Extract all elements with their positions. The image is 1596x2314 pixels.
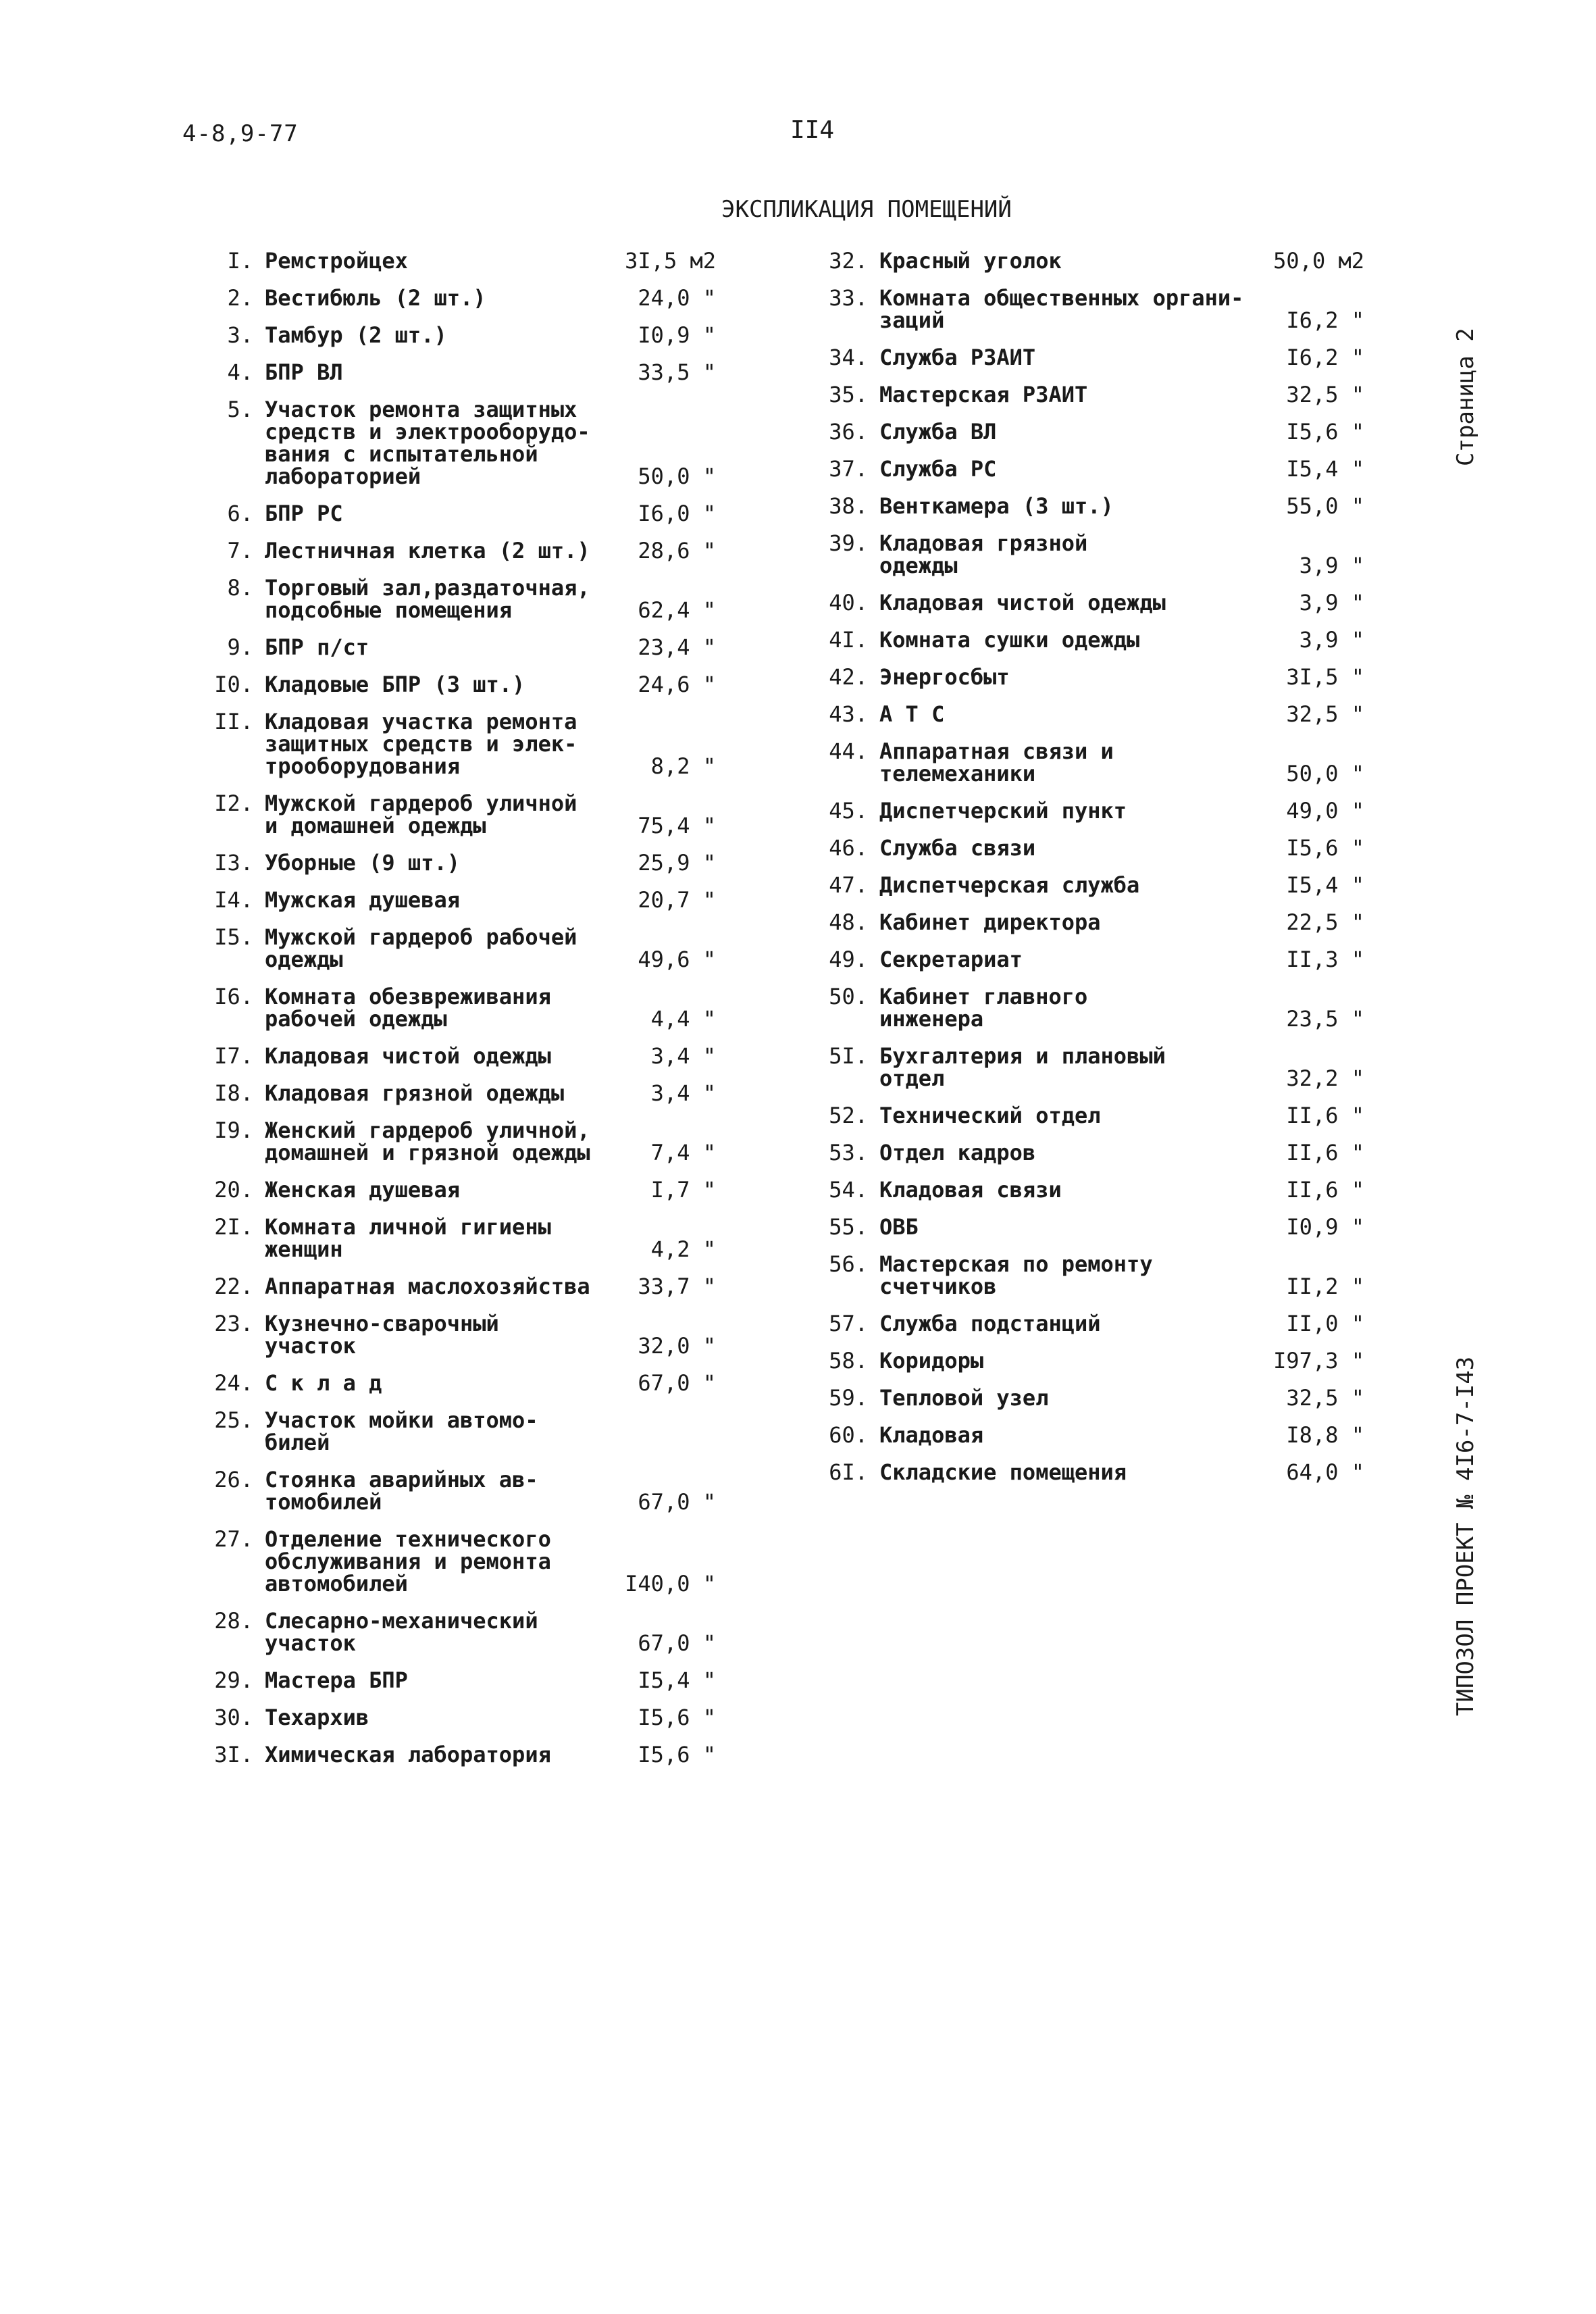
room-number: 40.: [829, 590, 868, 615]
room-name: Кузнечно-сварочный участок: [265, 1311, 499, 1359]
room-number: 23.: [214, 1311, 253, 1336]
room-number: I3.: [214, 850, 253, 876]
room-name: Отделение технического обслуживания и ремонта автомобилей: [265, 1526, 551, 1596]
room-number: I0.: [214, 672, 253, 697]
room-row: [189, 577, 716, 622]
room-number: 38.: [829, 493, 868, 519]
room-name: ОВБ: [879, 1214, 919, 1240]
room-area: 75,4 ": [638, 813, 716, 838]
room-row: [804, 800, 1398, 822]
room-number: 7.: [227, 538, 253, 563]
room-area: 3I,5 м2: [625, 248, 716, 274]
room-row: [804, 740, 1398, 785]
room-area: 62,4 ": [638, 597, 716, 623]
room-number: 39.: [829, 530, 868, 556]
room-row: [189, 674, 716, 696]
room-row: [804, 495, 1398, 518]
room-row: [804, 384, 1398, 406]
room-area: 3,4 ": [650, 1043, 716, 1069]
room-area: 4,4 ": [650, 1006, 716, 1032]
side-page-label: Страница 2: [1452, 328, 1479, 466]
room-number: I8.: [214, 1080, 253, 1106]
room-row: [189, 1216, 716, 1261]
room-number: I6.: [214, 984, 253, 1009]
room-area: 32,5 ": [1286, 382, 1364, 407]
room-row: [189, 636, 716, 659]
room-number: 6.: [227, 501, 253, 526]
room-name: Уборные (9 шт.): [265, 850, 460, 876]
room-number: 20.: [214, 1177, 253, 1203]
room-row: [804, 911, 1398, 934]
room-name: Кладовые БПР (3 шт.): [265, 672, 525, 697]
room-row: [189, 926, 716, 971]
room-area: I5,4 ": [1286, 456, 1364, 482]
room-name: Кладовая чистой одежды: [879, 590, 1166, 615]
room-row: [804, 837, 1398, 859]
room-area: 67,0 ": [638, 1630, 716, 1656]
room-name: Женская душевая: [265, 1177, 460, 1203]
room-row: [804, 1179, 1398, 1201]
room-name: Женский гардероб уличной, домашней и грязной одежды: [265, 1117, 590, 1165]
room-row: [189, 250, 716, 272]
room-name: Тепловой узел: [879, 1385, 1049, 1411]
room-area: 33,7 ": [638, 1274, 716, 1299]
room-number: 48.: [829, 909, 868, 935]
room-number: 45.: [829, 798, 868, 824]
room-area: I6,2 ": [1286, 307, 1364, 333]
room-name: Ремстройцех: [265, 248, 408, 274]
room-name: БПР п/ст: [265, 634, 369, 660]
room-number: 57.: [829, 1311, 868, 1336]
room-name: Диспетчерский пункт: [879, 798, 1127, 824]
room-area: 23,4 ": [638, 634, 716, 660]
room-area: 3,4 ": [650, 1080, 716, 1106]
room-row: [804, 1142, 1398, 1164]
side-project-label: ТИПОЗОЛ ПРОЕКТ № 4I6-7-I43: [1452, 1356, 1479, 1716]
room-number: 28.: [214, 1608, 253, 1634]
room-number: I2.: [214, 790, 253, 816]
room-row: [189, 711, 716, 778]
room-row: [804, 287, 1398, 332]
room-number: 60.: [829, 1422, 868, 1448]
room-row: [804, 1461, 1398, 1484]
room-number: 6I.: [829, 1459, 868, 1485]
room-number: 32.: [829, 248, 868, 274]
room-row: [189, 1372, 716, 1394]
room-row: [189, 1669, 716, 1692]
room-number: 34.: [829, 345, 868, 370]
room-row: [804, 1350, 1398, 1372]
room-number: 49.: [829, 947, 868, 972]
room-name: Технический отдел: [879, 1103, 1101, 1128]
room-number: 2.: [227, 285, 253, 311]
room-number: 22.: [214, 1274, 253, 1299]
room-area: I5,6 ": [1286, 419, 1364, 445]
room-row: [804, 703, 1398, 726]
room-row: [804, 532, 1398, 577]
room-number: 2I.: [214, 1214, 253, 1240]
room-name: Тамбур (2 шт.): [265, 322, 447, 348]
room-area: I6,0 ": [638, 501, 716, 526]
room-number: I.: [227, 248, 253, 274]
room-row: [189, 1610, 716, 1655]
room-number: 43.: [829, 701, 868, 727]
room-name: Участок мойки автомо- билей: [265, 1407, 538, 1455]
room-area: 55,0 ": [1286, 493, 1364, 519]
room-name: Служба ВЛ: [879, 419, 997, 445]
room-row: [804, 1253, 1398, 1298]
room-name: Кабинет главного инженера: [879, 984, 1088, 1032]
room-name: Мужской гардероб рабочей одежды: [265, 924, 577, 972]
room-row: [189, 1179, 716, 1201]
room-name: Складские помещения: [879, 1459, 1127, 1485]
room-name: Мастерская РЗАИТ: [879, 382, 1088, 407]
room-row: [804, 250, 1398, 272]
room-name: Служба подстанций: [879, 1311, 1101, 1336]
room-number: 36.: [829, 419, 868, 445]
room-area: 33,5 ": [638, 359, 716, 385]
room-name: Кладовая чистой одежды: [265, 1043, 551, 1069]
room-name: Диспетчерская служба: [879, 872, 1140, 898]
room-name: Кладовая грязной одежды: [265, 1080, 565, 1106]
room-row: [189, 1045, 716, 1067]
room-area: 67,0 ": [638, 1370, 716, 1396]
room-area: I0,9 ": [1286, 1214, 1364, 1240]
document-title: ЭКСПЛИКАЦИЯ ПОМЕЩЕНИЙ: [721, 196, 1012, 223]
room-area: 3,9 ": [1299, 553, 1364, 578]
room-number: 59.: [829, 1385, 868, 1411]
room-area: I5,6 ": [638, 1705, 716, 1730]
room-area: 49,0 ": [1286, 798, 1364, 824]
room-number: I5.: [214, 924, 253, 950]
room-row: [189, 1117, 716, 1165]
document-code: 4-8,9-77: [182, 120, 299, 147]
room-area: 32,2 ": [1286, 1065, 1364, 1091]
room-name: Энергосбыт: [879, 664, 1010, 690]
room-number: 4.: [227, 359, 253, 385]
room-name: Кладовая участка ремонта защитных средств и элек- трооборудования: [265, 709, 577, 779]
room-name: Коридоры: [879, 1348, 984, 1374]
room-row: [804, 1387, 1398, 1409]
room-number: 24.: [214, 1370, 253, 1396]
room-area: I6,2 ": [1286, 345, 1364, 370]
room-name: Торговый зал,раздаточная, подсобные помещения: [265, 575, 590, 623]
rooms-list-left: [189, 250, 716, 1781]
room-area: 4,2 ": [650, 1236, 716, 1262]
room-row: [804, 592, 1398, 614]
room-area: 64,0 ": [1286, 1459, 1364, 1485]
room-name: Аппаратная маслохозяйства: [265, 1274, 590, 1299]
room-name: Кладовая связи: [879, 1177, 1062, 1203]
room-number: 35.: [829, 382, 868, 407]
room-number: 5I.: [829, 1043, 868, 1069]
room-area: I5,6 ": [638, 1742, 716, 1767]
room-row: [189, 1707, 716, 1729]
room-number: II.: [214, 709, 253, 734]
room-name: Секретариат: [879, 947, 1023, 972]
room-row: [804, 629, 1398, 651]
room-area: I5,4 ": [638, 1667, 716, 1693]
room-area: I5,6 ": [1286, 835, 1364, 861]
room-area: 32,5 ": [1286, 1385, 1364, 1411]
room-area: 50,0 ": [638, 463, 716, 489]
room-area: 7,4 ": [650, 1140, 716, 1165]
room-name: Лестничная клетка (2 шт.): [265, 538, 590, 563]
room-number: 25.: [214, 1407, 253, 1433]
room-row: [189, 1276, 716, 1298]
room-name: Участок ремонта защитных средств и электрооборудо- вания с испытательной лабораторией: [265, 397, 590, 489]
room-area: 22,5 ": [1286, 909, 1364, 935]
room-name: Служба связи: [879, 835, 1036, 861]
room-number: 26.: [214, 1467, 253, 1492]
room-number: 50.: [829, 984, 868, 1009]
room-number: 30.: [214, 1705, 253, 1730]
room-number: 4I.: [829, 627, 868, 653]
room-name: БПР ВЛ: [265, 359, 343, 385]
room-row: [189, 1409, 716, 1454]
room-area: II,3 ": [1286, 947, 1364, 972]
room-row: [189, 790, 716, 838]
room-name: Венткамера (3 шт.): [879, 493, 1114, 519]
room-number: 33.: [829, 285, 868, 311]
room-area: 20,7 ": [638, 887, 716, 913]
room-row: [189, 889, 716, 911]
room-area: 24,0 ": [638, 285, 716, 311]
room-name: Стоянка аварийных ав- томобилей: [265, 1467, 538, 1515]
room-area: 3,9 ": [1299, 590, 1364, 615]
room-area: 25,9 ": [638, 850, 716, 876]
room-row: [804, 986, 1398, 1030]
room-name: Отдел кадров: [879, 1140, 1036, 1165]
room-name: Мужской гардероб уличной и домашней одежды: [265, 790, 577, 838]
room-number: 3.: [227, 322, 253, 348]
room-area: 24,6 ": [638, 672, 716, 697]
room-name: Мастерская по ремонту счетчиков: [879, 1251, 1153, 1299]
room-name: Комната личной гигиены женщин: [265, 1214, 551, 1262]
room-name: С к л а д: [265, 1370, 382, 1396]
room-number: 44.: [829, 738, 868, 764]
room-row: [804, 1216, 1398, 1238]
room-row: [189, 1528, 716, 1595]
room-area: II,0 ": [1286, 1311, 1364, 1336]
room-name: Служба РС: [879, 456, 997, 482]
room-number: 47.: [829, 872, 868, 898]
room-name: А Т С: [879, 701, 945, 727]
room-area: II,6 ": [1286, 1140, 1364, 1165]
room-area: I40,0 ": [625, 1571, 716, 1596]
room-row: [189, 1082, 716, 1105]
room-number: 9.: [227, 634, 253, 660]
room-area: II,6 ": [1286, 1177, 1364, 1203]
room-area: 8,2 ": [650, 753, 716, 779]
room-row: [804, 347, 1398, 369]
room-number: 58.: [829, 1348, 868, 1374]
room-row: [189, 1313, 716, 1357]
room-number: 27.: [214, 1526, 253, 1552]
room-name: Кладовая грязной одежды: [879, 530, 1088, 578]
room-name: Мастера БПР: [265, 1667, 408, 1693]
room-number: 55.: [829, 1214, 868, 1240]
room-row: [189, 986, 716, 1030]
room-row: [189, 503, 716, 525]
room-name: Вестибюль (2 шт.): [265, 285, 486, 311]
room-area: 50,0 ": [1286, 761, 1364, 786]
room-name: Комната общественных органи- заций: [879, 285, 1244, 333]
page-number: II4: [790, 116, 835, 144]
room-name: Кладовая: [879, 1422, 984, 1448]
room-area: I8,8 ": [1286, 1422, 1364, 1448]
room-name: Мужская душевая: [265, 887, 460, 913]
room-number: 5.: [227, 397, 253, 422]
room-row: [804, 458, 1398, 480]
room-name: Аппаратная связи и телемеханики: [879, 738, 1114, 786]
room-area: I5,4 ": [1286, 872, 1364, 898]
room-area: 23,5 ": [1286, 1006, 1364, 1032]
room-number: 29.: [214, 1667, 253, 1693]
room-area: 50,0 м2: [1273, 248, 1364, 274]
room-number: 54.: [829, 1177, 868, 1203]
room-number: I9.: [214, 1117, 253, 1143]
room-row: [189, 399, 716, 488]
room-name: Бухгалтерия и плановый отдел: [879, 1043, 1166, 1091]
room-area: I97,3 ": [1273, 1348, 1364, 1374]
room-name: Слесарно-механический участок: [265, 1608, 538, 1656]
room-row: [804, 949, 1398, 971]
room-number: I4.: [214, 887, 253, 913]
room-number: 46.: [829, 835, 868, 861]
room-row: [804, 874, 1398, 897]
room-row: [804, 666, 1398, 688]
room-row: [189, 540, 716, 562]
room-number: 56.: [829, 1251, 868, 1277]
room-row: [189, 1744, 716, 1766]
room-row: [189, 287, 716, 309]
rooms-list-right: [804, 250, 1398, 1499]
room-row: [804, 421, 1398, 443]
room-area: II,2 ": [1286, 1274, 1364, 1299]
room-name: Техархив: [265, 1705, 369, 1730]
room-number: I7.: [214, 1043, 253, 1069]
room-number: 52.: [829, 1103, 868, 1128]
room-row: [189, 324, 716, 347]
room-area: 32,5 ": [1286, 701, 1364, 727]
room-area: 3,9 ": [1299, 627, 1364, 653]
room-name: Химическая лаборатория: [265, 1742, 551, 1767]
room-row: [804, 1424, 1398, 1447]
room-row: [804, 1045, 1398, 1090]
room-name: Кабинет директора: [879, 909, 1101, 935]
room-area: 3I,5 ": [1286, 664, 1364, 690]
room-name: Красный уголок: [879, 248, 1062, 274]
room-area: 67,0 ": [638, 1489, 716, 1515]
room-row: [804, 1313, 1398, 1335]
room-area: II,6 ": [1286, 1103, 1364, 1128]
room-area: 49,6 ": [638, 947, 716, 972]
room-area: I0,9 ": [638, 322, 716, 348]
room-row: [189, 1469, 716, 1513]
room-row: [189, 852, 716, 874]
room-number: 53.: [829, 1140, 868, 1165]
room-area: 32,0 ": [638, 1333, 716, 1359]
room-name: БПР РС: [265, 501, 343, 526]
room-name: Служба РЗАИТ: [879, 345, 1036, 370]
room-name: Комната сушки одежды: [879, 627, 1140, 653]
room-number: 3I.: [214, 1742, 253, 1767]
room-row: [189, 361, 716, 384]
room-name: Комната обезвреживания рабочей одежды: [265, 984, 551, 1032]
room-number: 8.: [227, 575, 253, 601]
room-area: 28,6 ": [638, 538, 716, 563]
room-number: 42.: [829, 664, 868, 690]
room-row: [804, 1105, 1398, 1127]
room-area: I,7 ": [650, 1177, 716, 1203]
room-number: 37.: [829, 456, 868, 482]
